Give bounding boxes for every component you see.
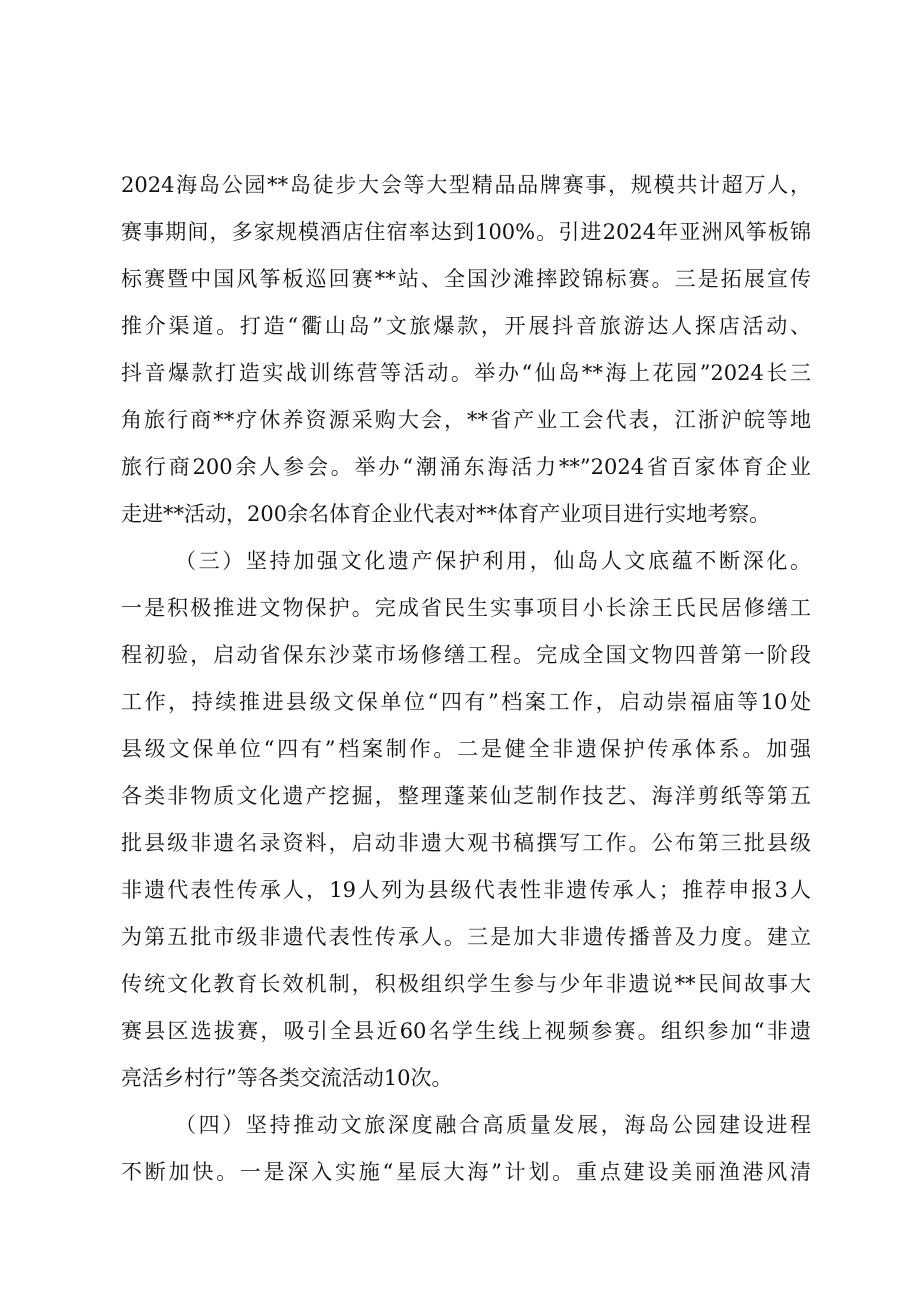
- text-line: 各类非物质文化遗产挖掘，整理蓬莱仙芝制作技艺、海洋剪纸等第五: [121, 784, 811, 808]
- text-line: 标赛暨中国风筝板巡回赛**站、全国沙滩摔跤锦标赛。三是拓展宣传: [121, 267, 811, 291]
- text-line: 县级文保单位“四有”档案制作。二是健全非遗保护传承体系。加强: [121, 737, 811, 761]
- text-line: 不断加快。一是深入实施“星辰大海”计划。重点建设美丽渔港风清: [121, 1160, 811, 1184]
- text-line: 角旅行商**疗休养资源采购大会，**省产业工会代表，江浙沪皖等地: [121, 408, 811, 432]
- text-line: 传统文化教育长效机制，积极组织学生参与少年非遗说**民间故事大: [121, 972, 811, 996]
- text-line: 赛县区选拔赛，吸引全县近60名学生线上视频参赛。组织参加“非遗: [121, 1019, 811, 1043]
- section-heading-4: （四）坚持推动文旅深度融合高质量发展，海岛公园建设进程: [175, 1113, 811, 1137]
- text-line: 为第五批市级非遗代表性传承人。三是加大非遗传播普及力度。建立: [121, 925, 811, 949]
- text-line: 工作，持续推进县级文保单位“四有”档案工作，启动崇福庙等10处: [121, 690, 811, 714]
- text-line: 非遗代表性传承人，19人列为县级代表性非遗传承人；推荐申报3人: [121, 878, 811, 902]
- text-line: 一是积极推进文物保护。完成省民生实事项目小长涂王氏民居修缮工: [121, 596, 811, 620]
- text-line: 2024海岛公园**岛徒步大会等大型精品品牌赛事，规模共计超万人，: [121, 173, 811, 197]
- text-line: 旅行商200余人参会。举办“潮涌东海活力**”2024省百家体育企业: [121, 455, 811, 479]
- text-line: 程初验，启动省保东沙菜市场修缮工程。完成全国文物四普第一阶段: [121, 643, 811, 667]
- text-line: 亮活乡村行”等各类交流活动10次。: [121, 1066, 453, 1090]
- text-line: 走进**活动，200余名体育企业代表对**体育产业项目进行实地考察。: [121, 502, 771, 526]
- text-line: 推介渠道。打造“衢山岛”文旅爆款，开展抖音旅游达人探店活动、: [121, 314, 811, 338]
- text-line: 赛事期间，多家规模酒店住宿率达到100%。引进2024年亚洲风筝板锦: [121, 220, 811, 244]
- text-line: 抖音爆款打造实战训练营等活动。举办“仙岛**海上花园”2024长三: [121, 361, 811, 385]
- text-line: 批县级非遗名录资料，启动非遗大观书稿撰写工作。公布第三批县级: [121, 831, 811, 855]
- section-heading-3: （三）坚持加强文化遗产保护利用，仙岛人文底蕴不断深化。: [175, 549, 811, 573]
- body-text: [121, 162, 811, 1196]
